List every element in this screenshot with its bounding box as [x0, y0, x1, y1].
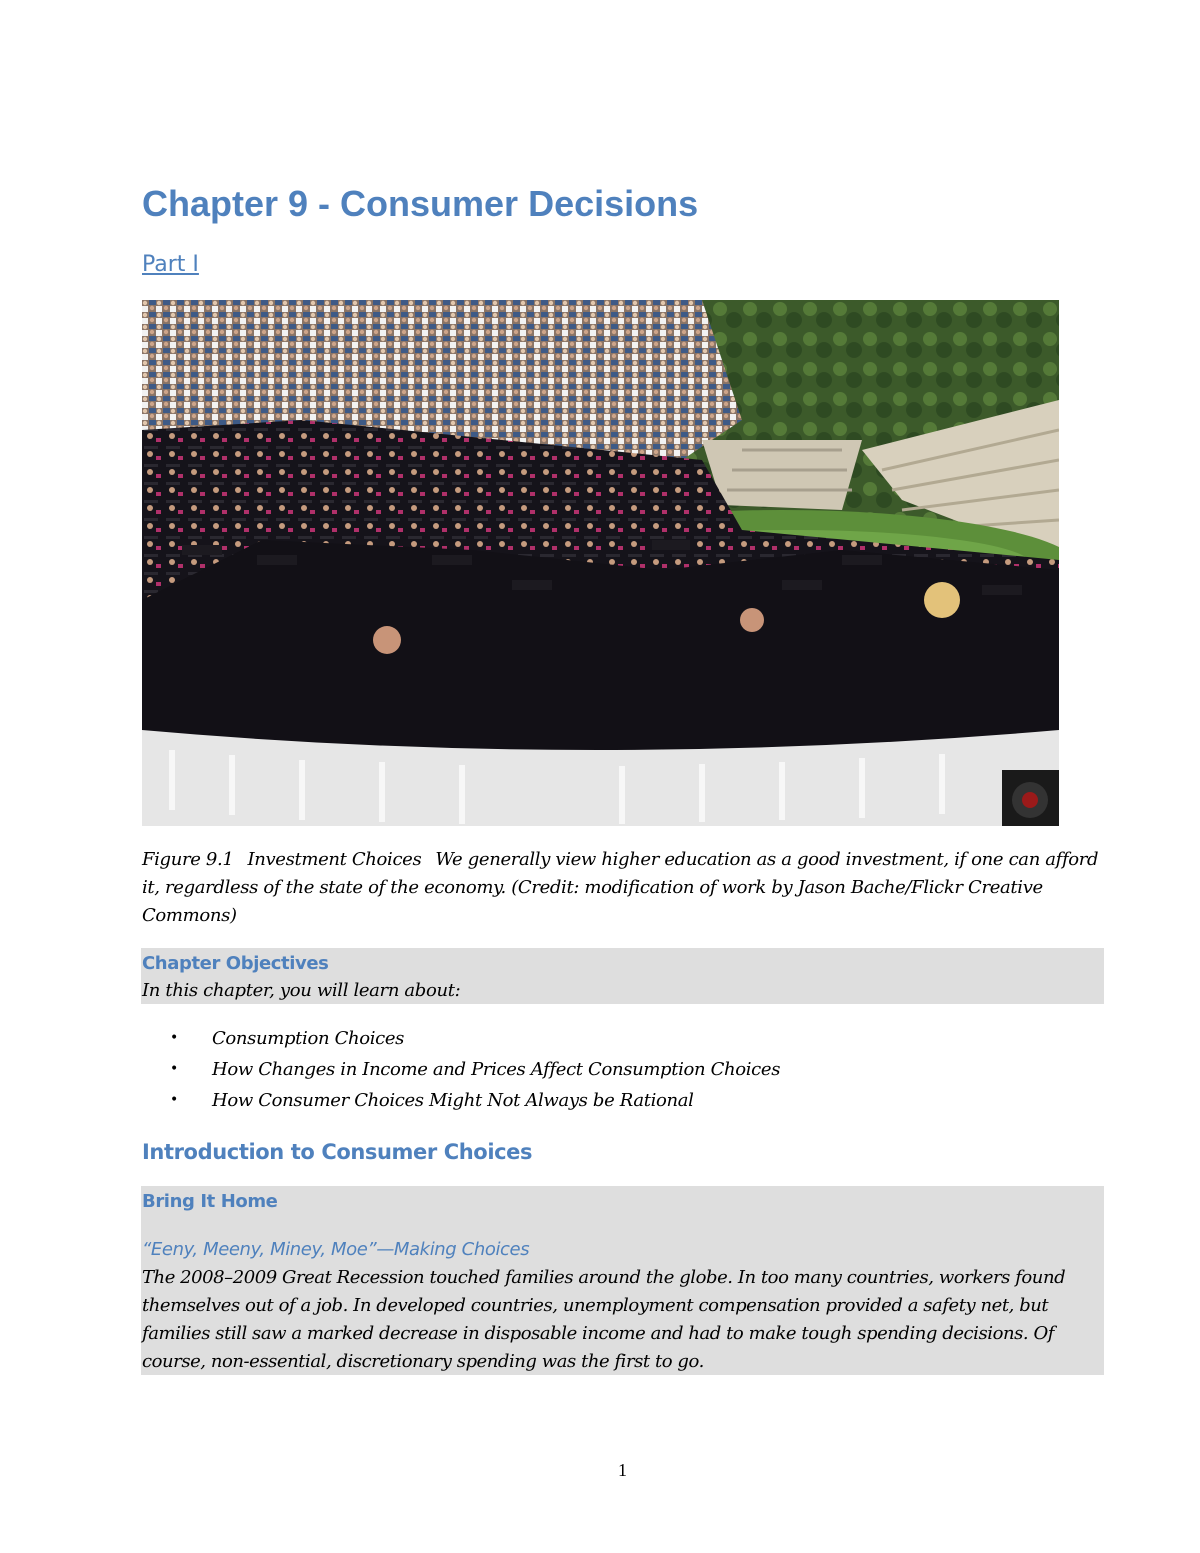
- objective-text: Consumption Choices: [212, 1028, 405, 1049]
- figure-caption-text: We generally view higher education as a good investment, if one can afford it, regardless of the state of the economy. (Credit: modification of work by Jason Bache/Flickr Creative Commons): [142, 849, 1099, 926]
- chapter-objectives-heading: Chapter Objectives: [142, 953, 329, 974]
- chapter-title: Chapter 9 - Consumer Decisions: [142, 183, 699, 224]
- bring-it-home-title: “Eeny, Meeny, Miney, Moe”—Making Choices: [142, 1239, 530, 1260]
- graduation-photo: [142, 300, 1059, 826]
- bullet-icon: •: [170, 1092, 178, 1108]
- section-heading: Introduction to Consumer Choices: [142, 1140, 533, 1164]
- figure-label: Figure 9.1: [142, 849, 234, 870]
- figure-name: Investment Choices: [247, 849, 422, 870]
- page-number: 1: [618, 1460, 627, 1480]
- bring-it-home-body: The 2008–2009 Great Recession touched families around the globe. In too many countries, workers found themselves out of a job. In developed countries, unemployment compensation provided a safety net, but families still saw a marked decrease in disposable income and had to make tough spending decisions. Of course, non-essential, discretionary spending was the first to go.: [142, 1267, 1066, 1372]
- objective-text: How Consumer Choices Might Not Always be Rational: [212, 1090, 694, 1111]
- objective-text: How Changes in Income and Prices Affect Consumption Choices: [212, 1059, 781, 1080]
- part-link[interactable]: Part I: [142, 252, 199, 277]
- chapter-objectives-intro: In this chapter, you will learn about:: [142, 980, 461, 1001]
- bring-it-home-heading: Bring It Home: [142, 1191, 278, 1212]
- bullet-icon: •: [170, 1061, 178, 1077]
- figure-caption: [142, 846, 1102, 930]
- bullet-icon: •: [170, 1030, 178, 1046]
